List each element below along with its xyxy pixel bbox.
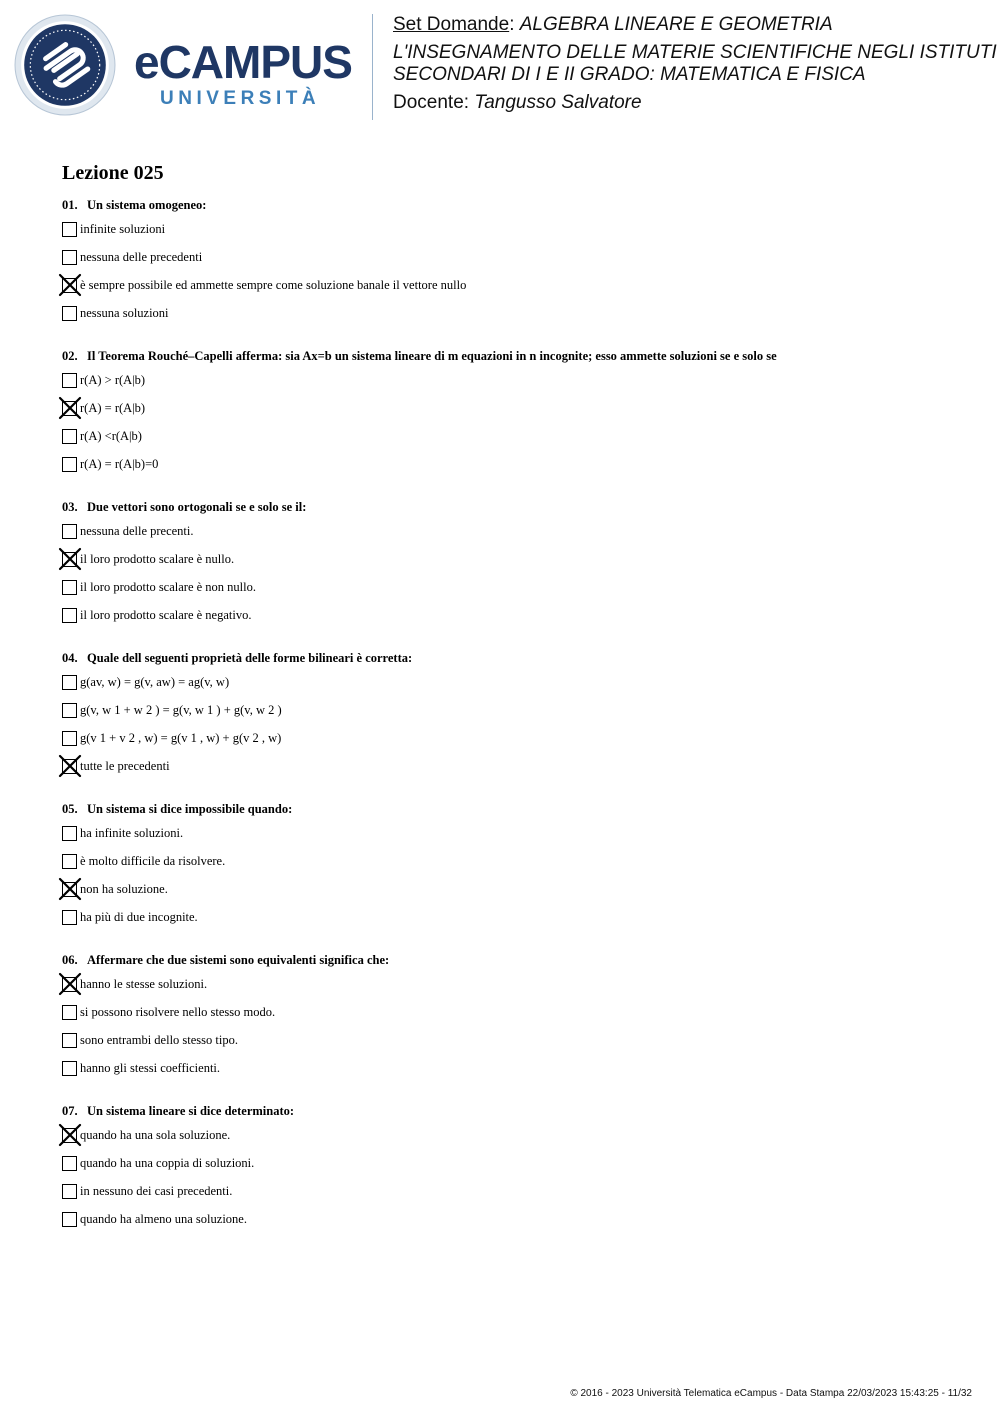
question-number: 05.: [62, 802, 78, 816]
question: [62, 498, 962, 636]
answer-text: il loro prodotto scalare è nullo.: [80, 552, 235, 566]
answer-option[interactable]: [62, 1184, 962, 1212]
answer-option[interactable]: [62, 1128, 962, 1156]
question-number: 04.: [62, 651, 78, 665]
answer-checkbox[interactable]: [62, 731, 77, 746]
question-text: Affermare che due sistemi sono equivalenti significa che:: [87, 953, 390, 967]
docente-line: [393, 92, 997, 114]
question-number: 02.: [62, 349, 78, 363]
answer-text: quando ha una sola soluzione.: [80, 1128, 231, 1142]
question-text: Due vettori sono ortogonali se e solo se il:: [87, 500, 307, 514]
answer-option[interactable]: [62, 524, 962, 552]
answer-option[interactable]: [62, 306, 962, 334]
answer-option[interactable]: [62, 759, 962, 787]
docente-value: Tangusso Salvatore: [474, 92, 642, 113]
course-line-2: SECONDARI DI I E II GRADO: MATEMATICA E FISICA: [393, 64, 866, 85]
question-title: [62, 347, 962, 365]
answer-option[interactable]: [62, 457, 962, 485]
question-text: Un sistema omogeneo:: [87, 198, 207, 212]
question-number: 01.: [62, 198, 78, 212]
answer-text: tutte le precedenti: [80, 759, 170, 773]
answer-option[interactable]: [62, 608, 962, 636]
answer-option[interactable]: [62, 675, 962, 703]
answer-checkbox[interactable]: [62, 524, 77, 539]
answer-option[interactable]: [62, 703, 962, 731]
cross-mark-icon: [58, 754, 82, 778]
answer-text: ha più di due incognite.: [80, 910, 198, 924]
answer-checkbox[interactable]: [62, 580, 77, 595]
cross-mark-icon: [58, 547, 82, 571]
answer-option[interactable]: [62, 401, 962, 429]
answer-checkbox[interactable]: [62, 1061, 77, 1076]
answer-checkbox[interactable]: [62, 1033, 77, 1048]
question-text: Quale dell seguenti proprietà delle forme bilineari è corretta:: [87, 651, 413, 665]
answer-text: r(A) = r(A|b)=0: [80, 457, 159, 471]
cross-mark-icon: [58, 1123, 82, 1147]
answer-text: infinite soluzioni: [80, 222, 166, 236]
answer-text: r(A) <r(A|b): [80, 429, 142, 443]
answer-text: g(v 1 + v 2 , w) = g(v 1 , w) + g(v 2 , w): [80, 731, 282, 745]
answer-text: quando ha una coppia di soluzioni.: [80, 1156, 255, 1170]
answer-text: il loro prodotto scalare è non nullo.: [80, 580, 257, 594]
answer-checkbox[interactable]: [62, 306, 77, 321]
cross-mark-icon: [58, 273, 82, 297]
question: [62, 951, 962, 1089]
ecampus-logo: [14, 14, 359, 116]
answer-option[interactable]: [62, 1156, 962, 1184]
answer-checkbox[interactable]: [62, 910, 77, 925]
question: [62, 649, 962, 787]
answer-checkbox[interactable]: [62, 703, 77, 718]
question-title: [62, 800, 962, 818]
answer-text: nessuna delle precenti.: [80, 524, 194, 538]
page-header: [0, 0, 1000, 130]
question-list: [62, 196, 962, 1253]
answer-text: è molto difficile da risolvere.: [80, 854, 226, 868]
question-number: 03.: [62, 500, 78, 514]
answer-checkbox[interactable]: [62, 457, 77, 472]
cross-mark-icon: [58, 877, 82, 901]
answer-text: non ha soluzione.: [80, 882, 168, 896]
course-line-1: L'INSEGNAMENTO DELLE MATERIE SCIENTIFICHE NEGLI ISTITUTI: [393, 42, 997, 63]
answer-text: hanno le stesse soluzioni.: [80, 977, 208, 991]
answer-option[interactable]: [62, 1005, 962, 1033]
question: [62, 196, 962, 334]
answer-checkbox[interactable]: [62, 1184, 77, 1199]
answer-option[interactable]: [62, 580, 962, 608]
logo-subtitle: UNIVERSITÀ: [160, 88, 321, 109]
answer-option[interactable]: [62, 552, 962, 580]
question-title: [62, 649, 962, 667]
answer-checkbox[interactable]: [62, 429, 77, 444]
docente-label: Docente:: [393, 92, 470, 113]
question-number: 07.: [62, 1104, 78, 1118]
answer-text: nessuna delle precedenti: [80, 250, 203, 264]
answer-option[interactable]: [62, 910, 962, 938]
answer-checkbox[interactable]: [62, 1212, 77, 1227]
answer-text: è sempre possibile ed ammette sempre come soluzione banale il vettore nullo: [80, 278, 467, 292]
answer-text: g(v, w 1 + w 2 ) = g(v, w 1 ) + g(v, w 2 ): [80, 703, 282, 717]
answer-option[interactable]: [62, 1061, 962, 1089]
answer-checkbox[interactable]: [62, 826, 77, 841]
answer-text: r(A) = r(A|b): [80, 401, 146, 415]
answer-text: sono entrambi dello stesso tipo.: [80, 1033, 238, 1047]
answer-option[interactable]: [62, 429, 962, 457]
answer-checkbox[interactable]: [62, 373, 77, 388]
answer-option[interactable]: [62, 222, 962, 250]
answer-option[interactable]: [62, 882, 962, 910]
question-title: [62, 498, 962, 516]
header-divider: [372, 14, 373, 120]
answer-text: r(A) > r(A|b): [80, 373, 146, 387]
answer-checkbox[interactable]: [62, 1156, 77, 1171]
question-text: Un sistema si dice impossibile quando:: [87, 802, 293, 816]
question: [62, 347, 962, 485]
question-title: [62, 951, 962, 969]
set-domande-line: Set Domande: ALGEBRA LINEARE E GEOMETRIA: [393, 14, 833, 35]
question-text: Un sistema lineare si dice determinato:: [87, 1104, 295, 1118]
answer-text: ha infinite soluzioni.: [80, 826, 184, 840]
page-footer: © 2016 - 2023 Università Telematica eCampus - Data Stampa 22/03/2023 15:43:25 - 11/32: [570, 1388, 972, 1399]
set-label: Set Domande: [393, 14, 510, 35]
lesson-title: Lezione 025: [62, 162, 164, 184]
course-info: [393, 14, 997, 114]
question-text: Il Teorema Rouché–Capelli afferma: sia Ax=b un sistema lineare di m equazioni in n incognite; esso ammette soluzioni se e solo se: [87, 349, 777, 363]
answer-checkbox[interactable]: [62, 222, 77, 237]
answer-checkbox[interactable]: [62, 854, 77, 869]
cross-mark-icon: [58, 972, 82, 996]
answer-option[interactable]: [62, 854, 962, 882]
question: [62, 800, 962, 938]
answer-text: si possono risolvere nello stesso modo.: [80, 1005, 276, 1019]
answer-option[interactable]: [62, 1033, 962, 1061]
answer-option[interactable]: [62, 373, 962, 401]
answer-option[interactable]: [62, 1212, 962, 1240]
answer-option[interactable]: [62, 826, 962, 854]
answer-text: hanno gli stessi coefficienti.: [80, 1061, 221, 1075]
question-title: [62, 1102, 962, 1120]
answer-text: il loro prodotto scalare è negativo.: [80, 608, 252, 622]
cross-mark-icon: [58, 396, 82, 420]
answer-checkbox[interactable]: [62, 675, 77, 690]
answer-checkbox[interactable]: [62, 1005, 77, 1020]
question-title: [62, 196, 962, 214]
question: [62, 1102, 962, 1240]
answer-text: nessuna soluzioni: [80, 306, 169, 320]
set-value: ALGEBRA LINEARE E GEOMETRIA: [519, 14, 833, 35]
university-seal-icon: [14, 14, 116, 116]
answer-text: in nessuno dei casi precedenti.: [80, 1184, 233, 1198]
answer-text: quando ha almeno una soluzione.: [80, 1212, 247, 1226]
logo-wordmark: eCAMPUS: [134, 36, 352, 88]
answer-checkbox[interactable]: [62, 608, 77, 623]
answer-checkbox[interactable]: [62, 250, 77, 265]
answer-option[interactable]: [62, 250, 962, 278]
answer-option[interactable]: [62, 977, 962, 1005]
question-number: 06.: [62, 953, 78, 967]
answer-option[interactable]: [62, 278, 962, 306]
answer-text: g(av, w) = g(v, aw) = ag(v, w): [80, 675, 230, 689]
answer-option[interactable]: [62, 731, 962, 759]
